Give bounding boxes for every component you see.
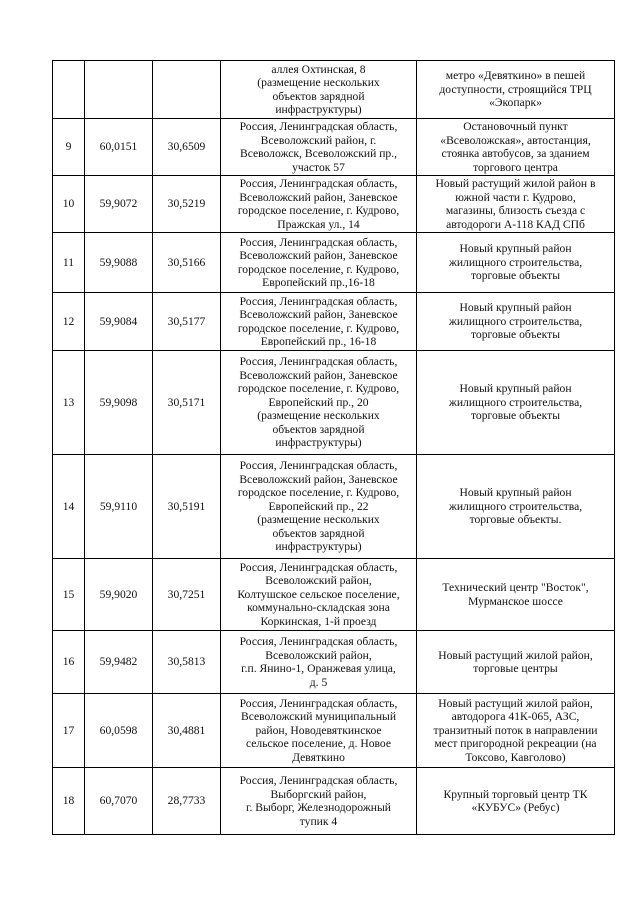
longitude-cell: 30,5813 bbox=[153, 631, 221, 694]
address-line: объектов зарядной bbox=[272, 526, 365, 540]
row-number: 10 bbox=[53, 176, 85, 233]
address-line: Всеволожский район, Заневское bbox=[239, 368, 398, 382]
description-line: торговые объекты. bbox=[469, 513, 562, 527]
table-row bbox=[53, 559, 615, 631]
description-line: жилищного строительства, bbox=[448, 499, 583, 513]
address-line: городское поселение, г. Кудрово, bbox=[237, 382, 400, 396]
latitude-cell: 60,0151 bbox=[85, 119, 153, 176]
address-line: Всеволожский район, Заневское bbox=[239, 249, 398, 262]
address-cell bbox=[221, 768, 417, 835]
row-number: 9 bbox=[53, 119, 85, 176]
description-line: Мурманское шоссе bbox=[468, 594, 563, 608]
address-line: (размещение нескольких bbox=[257, 409, 380, 423]
description-line: автодорога 41К-065, АЗС, bbox=[451, 710, 580, 724]
latitude-cell: 59,9098 bbox=[85, 351, 153, 455]
description-line: стоянка автобусов, за зданием bbox=[441, 147, 590, 160]
latitude-cell: 59,9482 bbox=[85, 631, 153, 694]
description-line: «КУБУС» (Ребус) bbox=[471, 801, 560, 814]
description-line: жилищного строительства, bbox=[448, 255, 583, 269]
row-number: 17 bbox=[53, 694, 85, 768]
description-line: метро «Девяткино» в пешей bbox=[445, 69, 586, 83]
row-number: 12 bbox=[53, 293, 85, 351]
address-line: Всеволожский район, Заневское bbox=[239, 472, 398, 486]
address-line: коммунально-складская зона bbox=[247, 601, 390, 615]
address-line: инфраструктуры) bbox=[275, 540, 362, 554]
address-cell bbox=[221, 293, 417, 351]
description-line: мест пригородной рекреации (на bbox=[434, 737, 597, 751]
address-line: Европейский пр., 22 bbox=[268, 499, 369, 513]
description-cell bbox=[417, 631, 615, 694]
address-line: Европейский пр.,16-18 bbox=[262, 276, 375, 289]
description-cell bbox=[417, 559, 615, 631]
description-line: доступности, строящийся ТРЦ bbox=[439, 82, 592, 96]
address-line: городское поселение, г. Кудрово, bbox=[237, 486, 400, 500]
table-row bbox=[53, 351, 615, 455]
address-line: инфраструктуры) bbox=[275, 103, 362, 116]
address-line: Россия, Ленинградская область, bbox=[239, 355, 398, 369]
description-cell bbox=[417, 694, 615, 768]
description-cell bbox=[417, 119, 615, 176]
address-line: г.п. Янино-1, Оранжевая улица, bbox=[241, 662, 396, 675]
address-line: Россия, Ленинградская область, bbox=[239, 294, 398, 308]
description-line: Новый крупный район bbox=[459, 301, 572, 315]
table-row bbox=[53, 631, 615, 694]
description-line: торговые объекты bbox=[471, 269, 560, 283]
table-row bbox=[53, 61, 615, 119]
latitude-cell: 59,9110 bbox=[85, 455, 153, 559]
address-line: Россия, Ленинградская область, bbox=[239, 459, 398, 473]
latitude-cell: 60,0598 bbox=[85, 694, 153, 768]
description-line: «Всеволожская», автостанция, bbox=[440, 133, 591, 147]
address-line: объектов зарядной bbox=[272, 89, 365, 103]
table-row bbox=[53, 176, 615, 233]
row-number: 16 bbox=[53, 631, 85, 694]
description-line: торговые объекты bbox=[471, 409, 560, 423]
description-cell bbox=[417, 233, 615, 293]
longitude-cell: 30,4881 bbox=[153, 694, 221, 768]
address-line: инфраструктуры) bbox=[275, 436, 362, 450]
description-line: южной части г. Кудрово, bbox=[455, 190, 576, 204]
longitude-cell: 30,5219 bbox=[153, 176, 221, 233]
description-line: Новый крупный район bbox=[459, 382, 572, 396]
address-line: сельское поселение, д. Новое bbox=[245, 737, 392, 751]
address-cell bbox=[221, 61, 417, 119]
description-line: торгового центра bbox=[473, 160, 558, 174]
address-cell bbox=[221, 455, 417, 559]
description-line: торговые объекты bbox=[471, 328, 560, 342]
description-line: Новый растущий жилой район, bbox=[438, 696, 593, 710]
description-line: торговые центры bbox=[473, 662, 558, 675]
latitude-cell: 60,7070 bbox=[85, 768, 153, 835]
description-line: «Экопарк» bbox=[489, 96, 542, 110]
address-line: городское поселение, г. Кудрово, bbox=[237, 321, 400, 335]
address-line: Россия, Ленинградская область, bbox=[239, 235, 398, 249]
address-line: г. Выборг, Железнодорожный bbox=[246, 801, 391, 814]
address-line: городское поселение, г. Кудрово, bbox=[237, 204, 400, 217]
table-row bbox=[53, 233, 615, 293]
address-cell bbox=[221, 694, 417, 768]
address-line: Колтушское сельское поселение, bbox=[237, 587, 400, 601]
latitude-cell: 59,9072 bbox=[85, 176, 153, 233]
row-number bbox=[53, 61, 85, 119]
description-line: Технический центр "Восток", bbox=[442, 581, 589, 594]
address-line: городское поселение, г. Кудрово, bbox=[237, 262, 400, 276]
longitude-cell: 28,7733 bbox=[153, 768, 221, 835]
address-cell bbox=[221, 631, 417, 694]
description-cell bbox=[417, 351, 615, 455]
address-line: Пражская ул., 14 bbox=[277, 217, 360, 231]
table-row bbox=[53, 455, 615, 559]
address-line: Девяткино bbox=[292, 750, 345, 764]
address-line: участок 57 bbox=[292, 160, 345, 174]
address-line: Россия, Ленинградская область, bbox=[239, 177, 398, 190]
description-line: автодороги А-118 КАД СПб bbox=[446, 217, 585, 231]
address-cell bbox=[221, 559, 417, 631]
description-line: Новый растущий жилой район, bbox=[438, 648, 593, 662]
address-line: Всеволожский район, bbox=[265, 574, 372, 588]
description-line: Новый растущий жилой район в bbox=[435, 177, 596, 190]
longitude-cell bbox=[153, 61, 221, 119]
address-line: (размещение нескольких bbox=[257, 513, 380, 527]
address-cell bbox=[221, 119, 417, 176]
description-line: жилищного строительства, bbox=[448, 395, 583, 409]
address-line: аллея Охтинская, 8 bbox=[271, 62, 366, 76]
table-row bbox=[53, 119, 615, 176]
description-line: жилищного строительства, bbox=[448, 314, 583, 328]
table-row bbox=[53, 293, 615, 351]
row-number: 13 bbox=[53, 351, 85, 455]
latitude-cell: 59,9084 bbox=[85, 293, 153, 351]
address-line: Европейский пр., 20 bbox=[268, 395, 369, 409]
address-line: Коркинская, 1-й проезд bbox=[260, 614, 377, 628]
description-line: Остановочный пункт bbox=[463, 120, 568, 133]
address-line: район, Новодевяткинское bbox=[255, 723, 382, 737]
row-number: 15 bbox=[53, 559, 85, 631]
address-line: Россия, Ленинградская область, bbox=[239, 774, 398, 787]
row-number: 18 bbox=[53, 768, 85, 835]
address-line: Всеволожский район, Заневское bbox=[239, 308, 398, 321]
address-line: д. 5 bbox=[309, 675, 328, 689]
address-line: Всеволожский район, Заневское bbox=[239, 190, 398, 204]
description-cell bbox=[417, 768, 615, 835]
latitude-cell: 59,9020 bbox=[85, 559, 153, 631]
address-line: (размещение нескольких bbox=[257, 76, 380, 89]
description-cell bbox=[417, 455, 615, 559]
row-number: 14 bbox=[53, 455, 85, 559]
longitude-cell: 30,5191 bbox=[153, 455, 221, 559]
address-line: Россия, Ленинградская область, bbox=[239, 560, 398, 574]
description-line: Новый крупный район bbox=[459, 242, 572, 256]
address-line: Выборгский район, bbox=[270, 787, 367, 801]
address-line: тупик 4 bbox=[299, 814, 338, 828]
address-line: Европейский пр., 16-18 bbox=[260, 335, 377, 348]
description-line: Токсово, Кавголово) bbox=[465, 750, 566, 764]
address-cell bbox=[221, 233, 417, 293]
address-line: Россия, Ленинградская область, bbox=[239, 696, 398, 710]
description-cell bbox=[417, 61, 615, 119]
latitude-cell bbox=[85, 61, 153, 119]
address-line: Всеволожск, Всеволожский пр., bbox=[239, 147, 398, 160]
latitude-cell: 59,9088 bbox=[85, 233, 153, 293]
description-cell bbox=[417, 176, 615, 233]
table-body bbox=[53, 61, 615, 835]
address-cell bbox=[221, 176, 417, 233]
address-line: Россия, Ленинградская область, bbox=[239, 120, 398, 133]
description-line: Крупный торговый центр ТК bbox=[443, 787, 588, 801]
description-line: транзитный поток в направлении bbox=[433, 723, 598, 737]
description-cell bbox=[417, 293, 615, 351]
longitude-cell: 30,5177 bbox=[153, 293, 221, 351]
longitude-cell: 30,6509 bbox=[153, 119, 221, 176]
longitude-cell: 30,5171 bbox=[153, 351, 221, 455]
longitude-cell: 30,7251 bbox=[153, 559, 221, 631]
address-line: Всеволожский муниципальный bbox=[240, 710, 397, 724]
table-row bbox=[53, 694, 615, 768]
address-line: объектов зарядной bbox=[272, 422, 365, 436]
stations-table bbox=[52, 60, 615, 835]
address-line: Всеволожский район, bbox=[265, 648, 372, 662]
table-row bbox=[53, 768, 615, 835]
address-line: Россия, Ленинградская область, bbox=[239, 635, 398, 648]
address-line: Всеволожский район, г. bbox=[260, 133, 377, 147]
address-cell bbox=[221, 351, 417, 455]
longitude-cell: 30,5166 bbox=[153, 233, 221, 293]
description-line: магазины, близость съезда с bbox=[445, 204, 586, 217]
description-line: Новый крупный район bbox=[459, 486, 572, 500]
row-number: 11 bbox=[53, 233, 85, 293]
